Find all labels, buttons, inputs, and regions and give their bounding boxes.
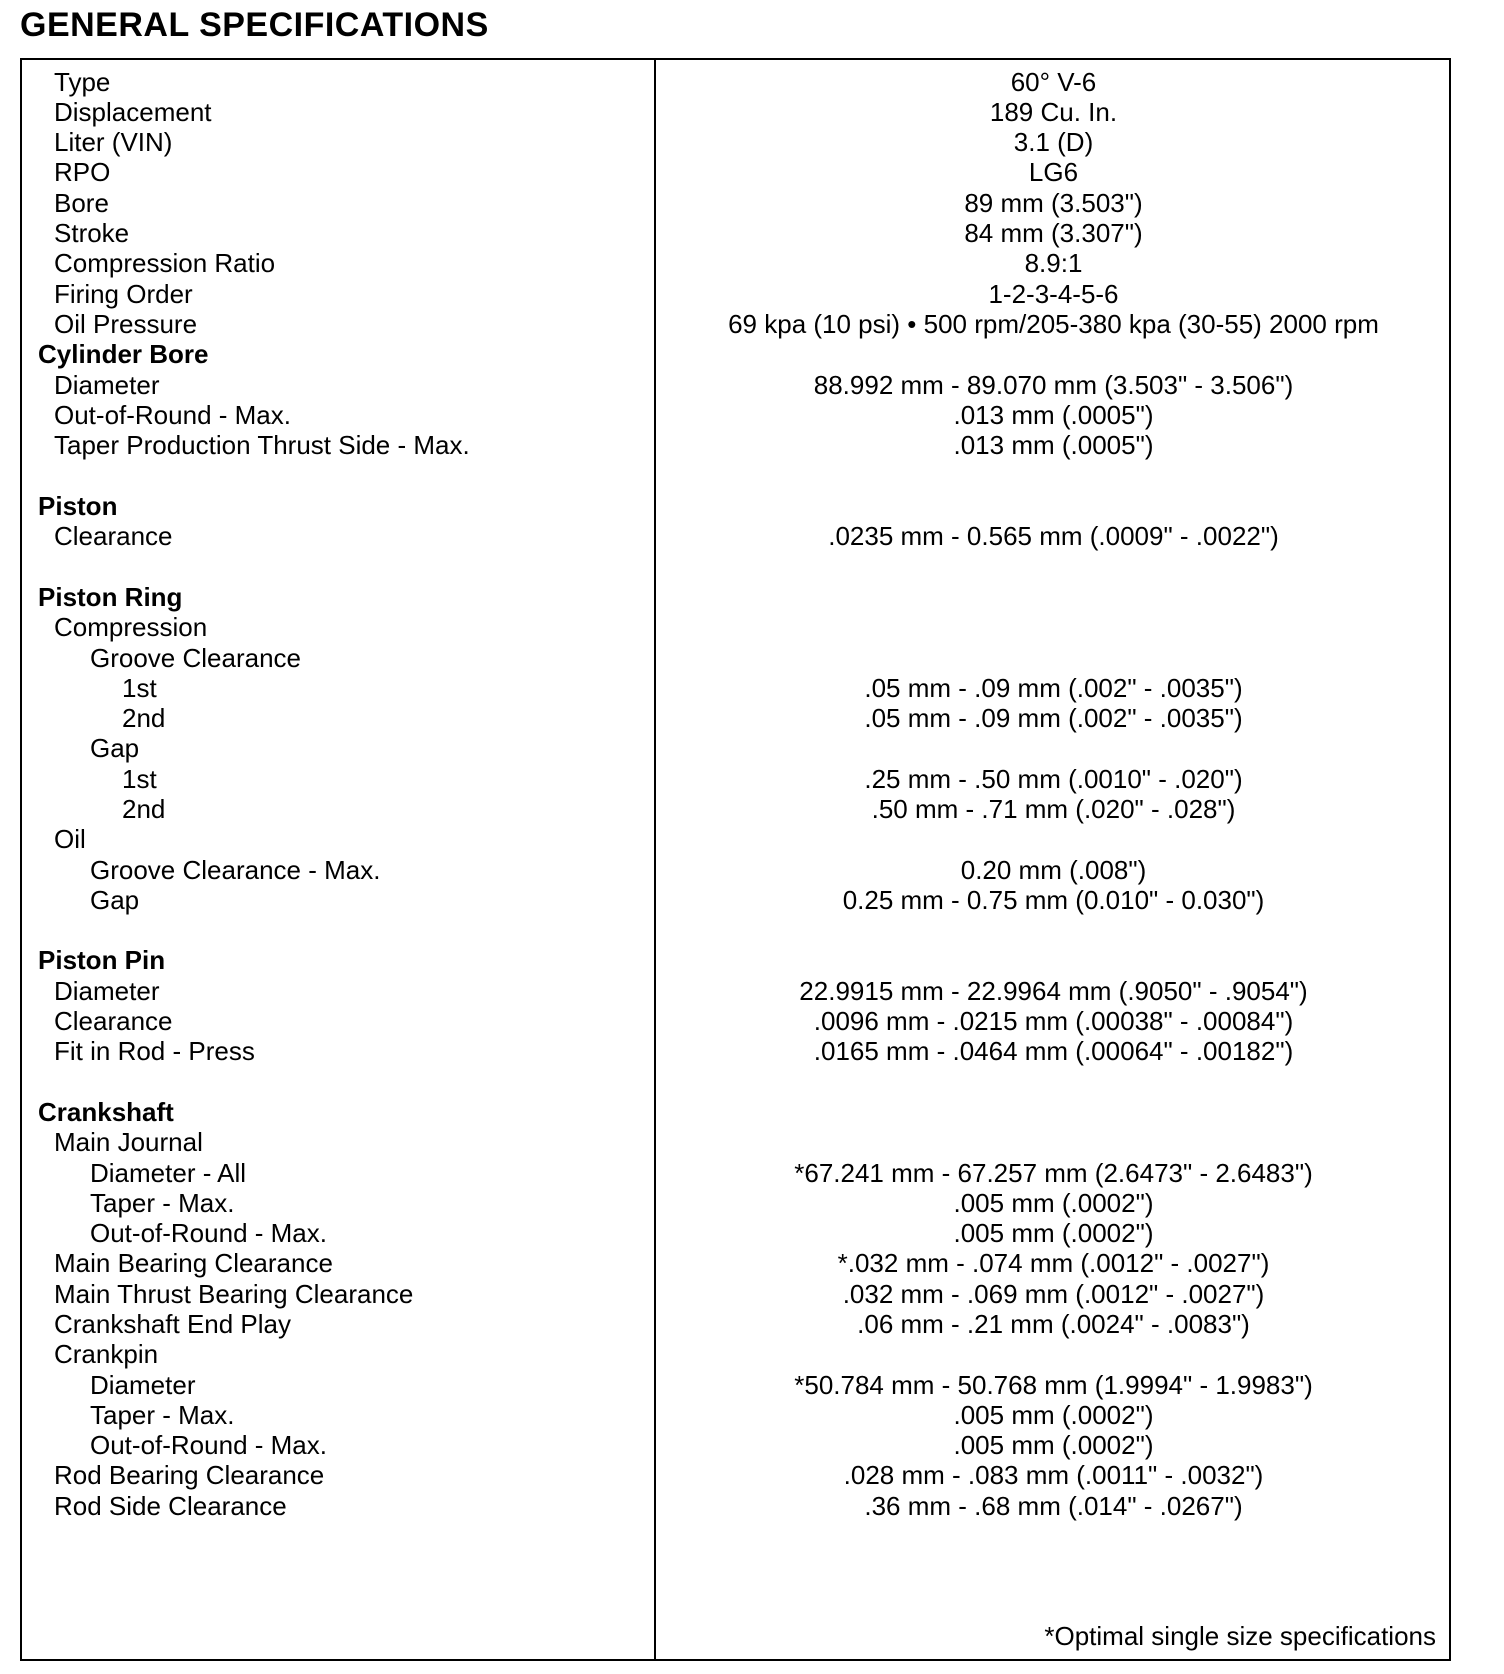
spec-label: Diameter bbox=[90, 1370, 196, 1400]
spec-label: Crankpin bbox=[54, 1339, 159, 1369]
spec-value: .36 mm - .68 mm (.014" - .0267") bbox=[864, 1491, 1243, 1521]
spec-label: Clearance bbox=[54, 521, 173, 551]
spec-label: Taper - Max. bbox=[90, 1400, 235, 1430]
spec-label: 1st bbox=[122, 764, 157, 794]
spec-row bbox=[0, 611, 1504, 643]
spec-label: Liter (VIN) bbox=[54, 127, 173, 157]
spec-row bbox=[0, 854, 1504, 886]
spec-label: Diameter bbox=[54, 976, 160, 1006]
spec-value: .013 mm (.0005") bbox=[953, 430, 1154, 460]
section-heading: Piston Pin bbox=[38, 945, 166, 975]
spec-label: Displacement bbox=[54, 97, 212, 127]
spec-row bbox=[0, 793, 1504, 825]
spec-row bbox=[0, 581, 1504, 613]
spec-value: .005 mm (.0002") bbox=[953, 1188, 1154, 1218]
spec-label: Gap bbox=[90, 885, 140, 915]
spec-value: 1-2-3-4-5-6 bbox=[988, 279, 1119, 309]
spec-row bbox=[0, 308, 1504, 340]
spec-label: Groove Clearance - Max. bbox=[90, 855, 381, 885]
spec-value: 60° V-6 bbox=[1010, 67, 1097, 97]
spec-value: 89 mm (3.503") bbox=[964, 188, 1143, 218]
spec-value: .05 mm - .09 mm (.002" - .0035") bbox=[864, 703, 1243, 733]
spec-label: 2nd bbox=[122, 794, 166, 824]
spec-label: Out-of-Round - Max. bbox=[90, 1218, 327, 1248]
spec-row bbox=[0, 1308, 1504, 1340]
spec-value: 189 Cu. In. bbox=[989, 97, 1118, 127]
spec-value: .013 mm (.0005") bbox=[953, 400, 1154, 430]
spec-row bbox=[0, 490, 1504, 522]
spec-value: 88.992 mm - 89.070 mm (3.503" - 3.506") bbox=[813, 370, 1294, 400]
spec-row bbox=[0, 1217, 1504, 1249]
spec-row bbox=[0, 1369, 1504, 1401]
spec-value: 0.20 mm (.008") bbox=[960, 855, 1147, 885]
footnote: *Optimal single size specifications bbox=[1044, 1621, 1436, 1651]
spec-label: Crankshaft End Play bbox=[54, 1309, 292, 1339]
spec-label: Diameter bbox=[54, 370, 160, 400]
spec-value: .05 mm - .09 mm (.002" - .0035") bbox=[864, 673, 1243, 703]
spec-row bbox=[0, 187, 1504, 219]
spec-row bbox=[0, 732, 1504, 764]
spec-row bbox=[0, 369, 1504, 401]
spec-label: Compression bbox=[54, 612, 208, 642]
spec-label: Main Thrust Bearing Clearance bbox=[54, 1279, 414, 1309]
spec-row bbox=[0, 823, 1504, 855]
spec-label: Bore bbox=[54, 188, 109, 218]
spec-row bbox=[0, 672, 1504, 704]
spec-value: 22.9915 mm - 22.9964 mm (.9050" - .9054") bbox=[799, 976, 1308, 1006]
spec-row bbox=[0, 1247, 1504, 1279]
spec-label: Clearance bbox=[54, 1006, 173, 1036]
section-heading: Piston bbox=[38, 491, 118, 521]
spec-value: .0165 mm - .0464 mm (.00064" - .00182") bbox=[813, 1036, 1294, 1066]
spec-value: .005 mm (.0002") bbox=[953, 1400, 1154, 1430]
spec-row bbox=[0, 126, 1504, 158]
spec-value: .0235 mm - 0.565 mm (.0009" - .0022") bbox=[828, 521, 1279, 551]
spec-value: 3.1 (D) bbox=[1013, 127, 1094, 157]
spec-label: Oil Pressure bbox=[54, 309, 198, 339]
spec-label: RPO bbox=[54, 157, 111, 187]
spec-row bbox=[0, 429, 1504, 461]
spec-row bbox=[0, 763, 1504, 795]
spec-label: Oil bbox=[54, 824, 86, 854]
spec-label: Fit in Rod - Press bbox=[54, 1036, 255, 1066]
spec-row bbox=[0, 399, 1504, 431]
spec-row bbox=[0, 1429, 1504, 1461]
spec-label: Compression Ratio bbox=[54, 248, 276, 278]
spec-row bbox=[0, 96, 1504, 128]
spec-value: LG6 bbox=[1028, 157, 1079, 187]
spec-value: 84 mm (3.307") bbox=[964, 218, 1143, 248]
spec-value: .25 mm - .50 mm (.0010" - .020") bbox=[864, 764, 1243, 794]
spec-label: Rod Side Clearance bbox=[54, 1491, 287, 1521]
spec-value: .06 mm - .21 mm (.0024" - .0083") bbox=[857, 1309, 1250, 1339]
spec-label: Diameter - All bbox=[90, 1158, 247, 1188]
spec-row bbox=[0, 66, 1504, 98]
spec-row bbox=[0, 338, 1504, 370]
spec-row bbox=[0, 278, 1504, 310]
spec-label: 1st bbox=[122, 673, 157, 703]
spec-label: 2nd bbox=[122, 703, 166, 733]
spec-value: *.032 mm - .074 mm (.0012" - .0027") bbox=[837, 1248, 1270, 1278]
spec-row bbox=[0, 1459, 1504, 1491]
spec-value: .032 mm - .069 mm (.0012" - .0027") bbox=[842, 1279, 1265, 1309]
section-heading: Cylinder Bore bbox=[38, 339, 209, 369]
spec-value: .0096 mm - .0215 mm (.00038" - .00084") bbox=[813, 1006, 1294, 1036]
spec-label: Taper - Max. bbox=[90, 1188, 235, 1218]
spec-row bbox=[0, 1278, 1504, 1310]
spec-label: Out-of-Round - Max. bbox=[90, 1430, 327, 1460]
spec-value: 0.25 mm - 0.75 mm (0.010" - 0.030") bbox=[842, 885, 1265, 915]
spec-row bbox=[0, 1490, 1504, 1522]
spec-label: Out-of-Round - Max. bbox=[54, 400, 291, 430]
spec-row bbox=[0, 1126, 1504, 1158]
spec-label: Groove Clearance bbox=[90, 643, 301, 673]
spec-row bbox=[0, 156, 1504, 188]
spec-value: .005 mm (.0002") bbox=[953, 1430, 1154, 1460]
spec-row bbox=[0, 642, 1504, 674]
spec-row bbox=[0, 520, 1504, 552]
spec-value: 8.9:1 bbox=[1024, 248, 1083, 278]
spec-row bbox=[0, 1187, 1504, 1219]
spec-row bbox=[0, 702, 1504, 734]
spec-row bbox=[0, 1005, 1504, 1037]
spec-label: Firing Order bbox=[54, 279, 193, 309]
spec-row bbox=[0, 1338, 1504, 1370]
spec-label: Rod Bearing Clearance bbox=[54, 1460, 325, 1490]
spec-value: *67.241 mm - 67.257 mm (2.6473" - 2.6483") bbox=[794, 1158, 1313, 1188]
spec-value: 69 kpa (10 psi) • 500 rpm/205-380 kpa (30-55) 2000 rpm bbox=[728, 309, 1379, 339]
spec-value: .005 mm (.0002") bbox=[953, 1218, 1154, 1248]
spec-label: Taper Production Thrust Side - Max. bbox=[54, 430, 470, 460]
section-heading: Crankshaft bbox=[38, 1097, 174, 1127]
spec-row bbox=[0, 1399, 1504, 1431]
spec-value: .028 mm - .083 mm (.0011" - .0032") bbox=[843, 1460, 1264, 1490]
spec-row bbox=[0, 217, 1504, 249]
spec-row bbox=[0, 975, 1504, 1007]
spec-value: *50.784 mm - 50.768 mm (1.9994" - 1.9983") bbox=[794, 1370, 1313, 1400]
spec-row bbox=[0, 1157, 1504, 1189]
spec-label: Gap bbox=[90, 733, 140, 763]
spec-label: Main Bearing Clearance bbox=[54, 1248, 333, 1278]
spec-row bbox=[0, 944, 1504, 976]
spec-label: Stroke bbox=[54, 218, 130, 248]
section-heading: Piston Ring bbox=[38, 582, 183, 612]
spec-value: .50 mm - .71 mm (.020" - .028") bbox=[871, 794, 1236, 824]
spec-label: Type bbox=[54, 67, 111, 97]
page-title: GENERAL SPECIFICATIONS bbox=[20, 6, 489, 44]
spec-row bbox=[0, 1096, 1504, 1128]
spec-row bbox=[0, 884, 1504, 916]
spec-row bbox=[0, 1035, 1504, 1067]
spec-label: Main Journal bbox=[54, 1127, 203, 1157]
spec-row bbox=[0, 247, 1504, 279]
